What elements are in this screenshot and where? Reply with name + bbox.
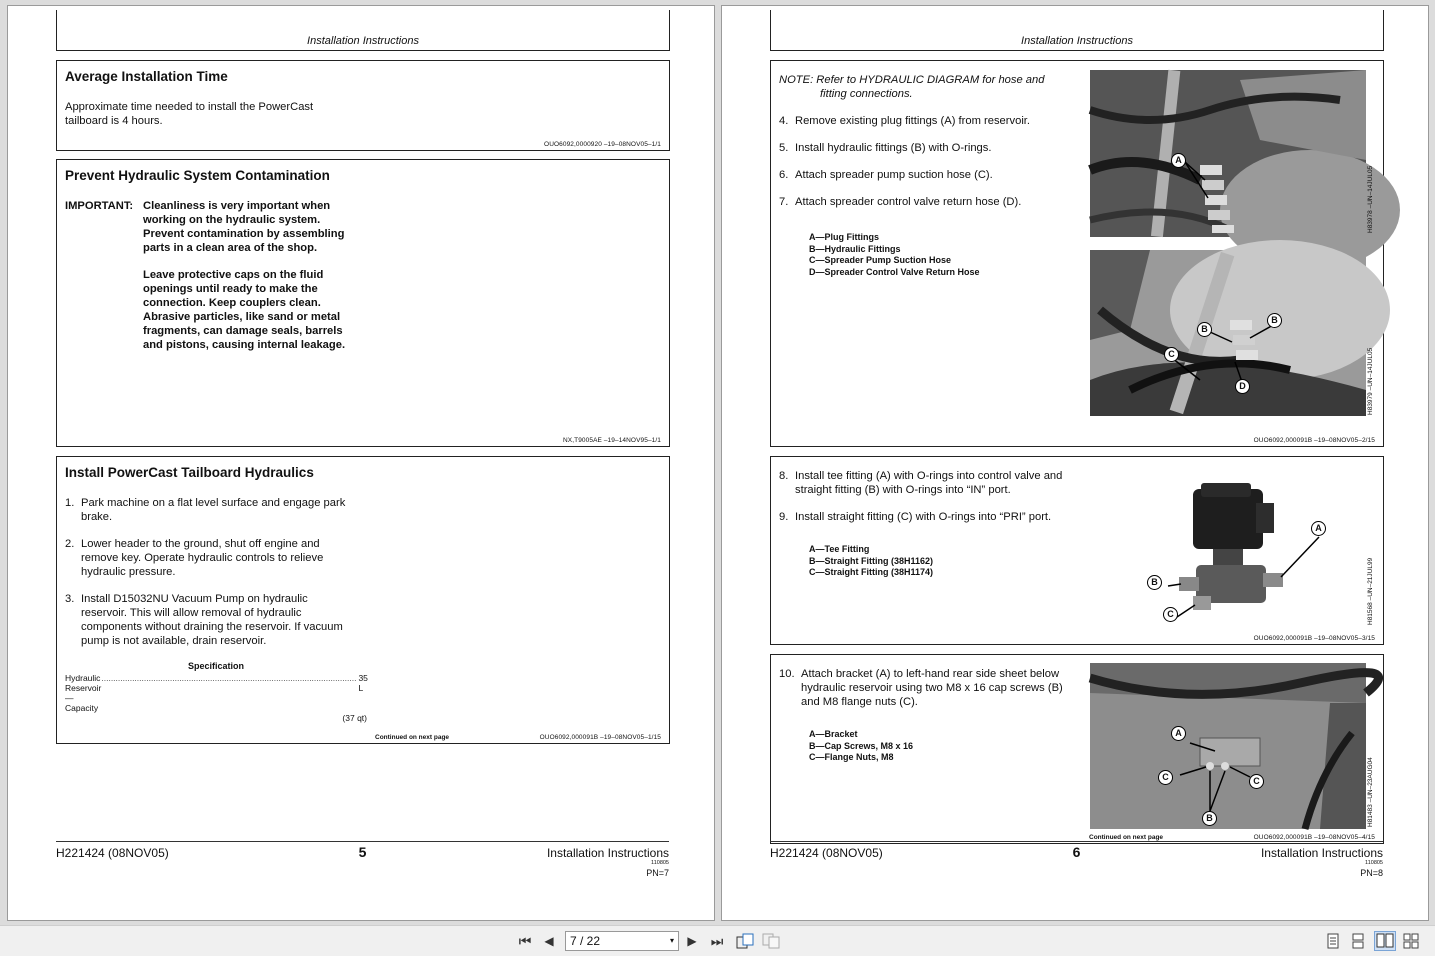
page-selector[interactable] <box>565 931 679 951</box>
text-line: Attach bracket (A) to left-hand rear side sheet below <box>801 668 1060 680</box>
step-number: 4. <box>779 115 789 127</box>
text-line: Install D15032NU Vacuum Pump on hydraulic <box>81 593 308 605</box>
reservoir-photo-1 <box>1090 70 1366 237</box>
page-header: Installation Instructions <box>307 35 419 47</box>
note-line: fitting connections. <box>820 88 913 100</box>
facing-view-icon[interactable] <box>1374 931 1396 951</box>
section-title: Prevent Hydraulic System Contamination <box>65 168 330 183</box>
callout-a: A <box>1311 521 1326 536</box>
continuous-view-icon[interactable] <box>1351 933 1365 949</box>
text-line: Install straight fitting (C) with O-rings into “PRI” port. <box>795 511 1052 523</box>
ref-code: OUO6092,000091B –19–08NOV05–1/15 <box>539 734 661 741</box>
legend-item: B—Straight Fitting (38H1162) <box>809 555 934 566</box>
legend-item: A—Bracket <box>809 729 858 739</box>
callout-b: B <box>1267 313 1282 328</box>
legend-item: A—Tee Fitting <box>809 544 870 554</box>
rotate-view-icon[interactable] <box>736 933 754 949</box>
step-8 <box>779 469 1099 497</box>
text-line: connection. Keep couplers clean. <box>143 297 321 309</box>
text-line: fragments, can damage seals, barrels <box>143 325 343 337</box>
legend-item: A—Plug Fittings <box>809 232 879 242</box>
step-2 <box>65 537 375 579</box>
text-line: working on the hydraulic system. <box>143 214 321 226</box>
bracket-section <box>770 654 1384 844</box>
first-page-icon[interactable]: ⏮ <box>518 933 532 949</box>
hose-connection-section <box>770 60 1384 447</box>
pn-label: PN=7 <box>646 868 669 878</box>
reservoir-photo-2 <box>1090 250 1366 416</box>
ref-code: OUO6092,000091B –19–08NOV05–2/15 <box>1253 437 1375 444</box>
text-line: components without draining the reservoir. If vacuum <box>81 621 343 633</box>
text-line: Lower header to the ground, shut off engine and <box>81 538 320 550</box>
callout-c: C <box>1163 607 1178 622</box>
text-line: openings until ready to make the <box>143 283 318 295</box>
legend-item: C—Flange Nuts, M8 <box>809 752 894 762</box>
step-text: Install hydraulic fittings (B) with O-rings. <box>795 142 992 154</box>
footer-date-code: 110805 <box>1365 860 1383 866</box>
text-line: Abrasive particles, like sand or metal <box>143 311 341 323</box>
step-number: 9. <box>779 511 789 523</box>
text-line: tailboard is 4 hours. <box>65 115 163 127</box>
compare-view-icon[interactable] <box>762 933 780 949</box>
text-line: brake. <box>81 511 113 523</box>
text-line: Approximate time needed to install the PowerCast <box>65 101 314 113</box>
specification-block: Specification Hydraulic Reservoir—Capacity ............................................................................................................ 35 L (37 qt) <box>65 661 368 723</box>
pn-label: PN=8 <box>1360 868 1383 878</box>
step-text: Attach spreader control valve return hose (D). <box>795 196 1022 208</box>
text-line: pump is not available, drain reservoir. <box>81 635 267 647</box>
last-page-icon[interactable]: ⏭ <box>710 933 724 949</box>
text-line: reservoir. This will allow removal of hydraulic <box>81 607 302 619</box>
page-number: 6 <box>1072 844 1081 860</box>
legend-item: B—Hydraulic Fittings <box>809 243 901 254</box>
callout-b: B <box>1202 811 1217 826</box>
section-title: Install PowerCast Tailboard Hydraulics <box>65 465 314 480</box>
callout-c: C <box>1164 347 1179 362</box>
footer-title: Installation Instructions <box>1260 846 1383 860</box>
text-line: Cleanliness is very important when <box>143 200 331 212</box>
figure-id: H83978 –UN–14JUL05 <box>1367 165 1374 233</box>
spec-label: Hydraulic Reservoir—Capacity <box>65 673 102 713</box>
figure-legend <box>809 544 933 579</box>
step-number: 8. <box>779 470 789 482</box>
note-line: NOTE: Refer to HYDRAULIC DIAGRAM for hose and <box>779 74 1045 86</box>
step-6 <box>779 168 1079 182</box>
control-valve-illustration <box>1141 481 1331 631</box>
step-number: 3. <box>65 593 75 605</box>
spec-value: 35 L <box>358 673 368 693</box>
figure-legend <box>809 232 980 278</box>
callout-a: A <box>1171 726 1186 741</box>
navigation-toolbar <box>0 925 1435 956</box>
page-header: Installation Instructions <box>1021 35 1133 47</box>
ref-code: OUO6092,000091B –19–08NOV05–4/15 <box>1253 834 1375 841</box>
install-hydraulics-section <box>56 456 670 744</box>
page-6 <box>721 5 1429 921</box>
spec-value-alt: (37 qt) <box>342 713 367 723</box>
doc-number: H221424 (08NOV05) <box>56 846 169 860</box>
continuous-facing-view-icon[interactable] <box>1403 933 1419 949</box>
step-number: 1. <box>65 497 75 509</box>
text-line: Install tee fitting (A) with O-rings into control valve and <box>795 470 1063 482</box>
page-selector-value: 7 / 22 <box>570 934 601 948</box>
text-line: and pistons, causing internal leakage. <box>143 339 346 351</box>
text-line: hydraulic pressure. <box>81 566 176 578</box>
step-number: 6. <box>779 169 789 181</box>
text-line: parts in a clean area of the shop. <box>143 242 318 254</box>
step-9 <box>779 510 1099 524</box>
text-line: Park machine on a flat level surface and engage park <box>81 497 346 509</box>
text-line: Leave protective caps on the fluid <box>143 269 324 281</box>
ref-code: OUO6092,0000920 –19–08NOV05–1/1 <box>544 141 661 148</box>
page-5 <box>7 5 715 921</box>
step-5 <box>779 141 1079 155</box>
step-3 <box>65 592 375 648</box>
step-number: 5. <box>779 142 789 154</box>
footer-title: Installation Instructions <box>546 846 669 860</box>
page-header-box <box>56 10 670 51</box>
callout-c: C <box>1249 774 1264 789</box>
bracket-photo <box>1090 663 1366 829</box>
step-number: 2. <box>65 538 75 550</box>
ref-code: OUO6092,000091B –19–08NOV05–3/15 <box>1253 635 1375 642</box>
callout-c: C <box>1158 770 1173 785</box>
spec-heading: Specification <box>187 661 244 671</box>
step-7 <box>779 195 1079 209</box>
step-number: 7. <box>779 196 789 208</box>
step-4 <box>779 114 1079 128</box>
text-line: and M8 flange nuts (C). <box>801 696 918 708</box>
page-footer <box>770 841 1383 881</box>
single-page-view-icon[interactable] <box>1326 933 1340 949</box>
step-number: 10. <box>779 668 795 680</box>
text-line: hydraulic reservoir using two M8 x 16 cap screws (B) <box>801 682 1063 694</box>
legend-item: B—Cap Screws, M8 x 16 <box>809 740 914 751</box>
legend-item: D—Spreader Control Valve Return Hose <box>809 266 980 277</box>
previous-page-icon[interactable]: ◀ <box>544 934 554 948</box>
text-line: remove key. Operate hydraulic controls to relieve <box>81 552 324 564</box>
step-10 <box>779 667 1099 709</box>
continued-note: Continued on next page <box>375 734 450 741</box>
figure-id: H81568 –UN–21JUL99 <box>1367 557 1374 625</box>
callout-b: B <box>1197 322 1212 337</box>
valve-fittings-section <box>770 456 1384 645</box>
text-line: Prevent contamination by assembling <box>143 228 345 240</box>
step-1 <box>65 496 375 524</box>
step-text: Attach spreader pump suction hose (C). <box>795 169 993 181</box>
avg-time-section <box>56 60 670 151</box>
callout-a: A <box>1171 153 1186 168</box>
next-page-icon[interactable]: ▶ <box>687 934 697 948</box>
ref-code: NX,T9005AE –19–14NOV95–1/1 <box>563 437 661 444</box>
figure-id: H83979 –UN–14JUL05 <box>1367 347 1374 415</box>
figure-legend <box>809 729 913 764</box>
section-title: Average Installation Time <box>65 69 228 84</box>
page-footer <box>56 841 669 881</box>
important-label: IMPORTANT: <box>65 200 134 212</box>
continued-note: Continued on next page <box>1089 834 1164 841</box>
chevron-down-icon[interactable]: ▾ <box>669 936 674 945</box>
step-text: Remove existing plug fittings (A) from reservoir. <box>795 115 1031 127</box>
legend-item: C—Straight Fitting (38H1174) <box>809 567 934 577</box>
callout-d: D <box>1235 379 1250 394</box>
callout-b: B <box>1147 575 1162 590</box>
text-line: straight fitting (B) with O-rings into “IN” port. <box>795 484 1011 496</box>
page-number: 5 <box>358 844 367 860</box>
figure-id: H81483 –UN–23AUG04 <box>1367 757 1374 827</box>
legend-item: C—Spreader Pump Suction Hose <box>809 255 952 265</box>
footer-date-code: 110805 <box>651 860 669 866</box>
doc-number: H221424 (08NOV05) <box>770 846 883 860</box>
prevent-contamination-section <box>56 159 670 447</box>
page-header-box <box>770 10 1384 51</box>
